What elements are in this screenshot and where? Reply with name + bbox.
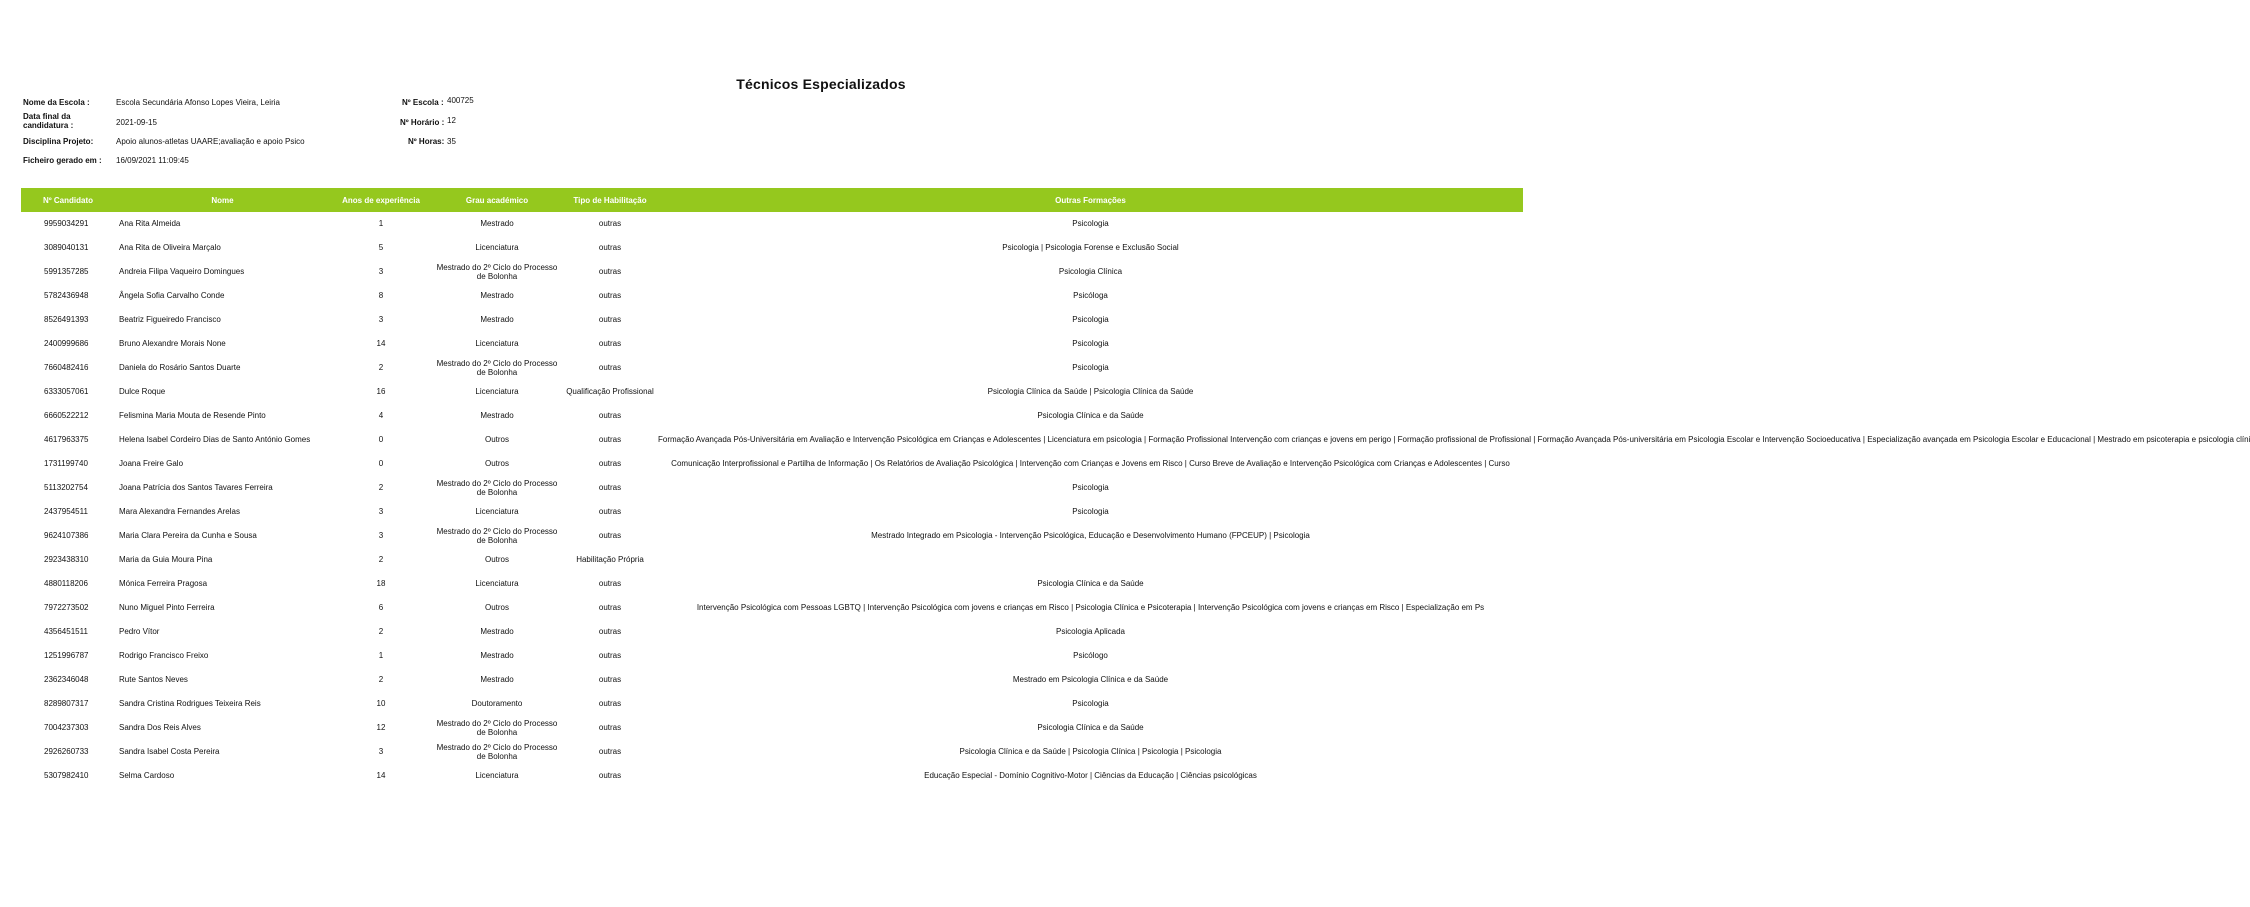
cell-nome: Andreia Filipa Vaqueiro Domingues <box>119 267 245 277</box>
cell-outras: Mestrado Integrado em Psicologia - Intervenção Psicológica, Educação e Desenvolvimento Humano (FPCEUP) | Psicologia <box>871 531 1310 541</box>
cell-num-candidato: 2400999686 <box>44 339 89 349</box>
generated-value: 16/09/2021 11:09:45 <box>116 156 189 165</box>
cell-num-candidato: 4356451511 <box>44 627 88 637</box>
school-info <box>23 98 503 168</box>
cell-anos: 1 <box>378 219 384 229</box>
cell-outras: Intervenção Psicológica com Pessoas LGBTQ | Intervenção Psicológica com jovens e crianças em Risco | Psicologia Clínica e Psicoterapia | Intervenção Psicológica com jovens e crianças em Risco | Especialização em Ps <box>696 603 1485 613</box>
cell-anos: 8 <box>378 291 384 301</box>
cell-tipo: outras <box>598 507 622 517</box>
cell-nome: Beatriz Figueiredo Francisco <box>119 315 221 325</box>
cell-num-candidato: 2362346048 <box>44 675 89 685</box>
cell-tipo: outras <box>598 243 622 253</box>
cell-anos: 14 <box>376 771 386 781</box>
cell-tipo: outras <box>598 531 622 541</box>
cell-nome: Ana Rita de Oliveira Marçalo <box>119 243 221 253</box>
cell-grau: Licenciatura <box>475 243 519 253</box>
cell-grau: Licenciatura <box>475 339 519 349</box>
cell-nome: Bruno Alexandre Morais None <box>119 339 226 349</box>
cell-outras: Educação Especial - Domínio Cognitivo-Motor | Ciências da Educação | Ciências psicológicas <box>924 771 1257 781</box>
cell-grau: Licenciatura <box>475 771 519 781</box>
cell-outras: Psicologia Clínica e da Saúde <box>1037 723 1144 733</box>
header-grau-academico: Grau académico <box>432 188 562 212</box>
cell-num-candidato: 7660482416 <box>44 363 89 373</box>
cell-nome: Ângela Sofia Carvalho Conde <box>119 291 225 301</box>
table-row <box>21 308 1523 332</box>
deadline-label: Data final da candidatura : <box>23 112 74 130</box>
cell-tipo: outras <box>598 411 622 421</box>
table-row <box>21 500 1523 524</box>
school-number-value: 400725 <box>447 96 474 105</box>
table-row <box>21 524 1523 548</box>
cell-tipo: outras <box>598 459 622 469</box>
cell-anos: 14 <box>376 339 386 349</box>
header-outras-formacoes: Outras Formações <box>658 188 1523 212</box>
header-nome: Nome <box>115 188 330 212</box>
cell-outras: Psicologia <box>1072 699 1109 709</box>
table-row <box>21 692 1523 716</box>
cell-tipo: outras <box>598 603 622 613</box>
cell-outras: Psicologia | Psicologia Forense e Exclusão Social <box>1002 243 1179 253</box>
cell-tipo: outras <box>598 435 622 445</box>
cell-anos: 3 <box>378 747 384 757</box>
cell-num-candidato: 7972273502 <box>44 603 89 613</box>
cell-grau: Outros <box>484 603 509 613</box>
cell-anos: 2 <box>378 675 384 685</box>
cell-num-candidato: 8526491393 <box>44 315 89 325</box>
cell-nome: Mónica Ferreira Pragosa <box>119 579 208 589</box>
cell-outras: Psicologia Clínica da Saúde | Psicologia Clínica da Saúde <box>987 387 1194 397</box>
cell-anos: 3 <box>378 507 384 517</box>
cell-outras: Psicologia <box>1072 363 1109 373</box>
cell-grau: Licenciatura <box>475 579 519 589</box>
table-row <box>21 284 1523 308</box>
cell-num-candidato: 3089040131 <box>44 243 89 253</box>
cell-anos: 6 <box>378 603 384 613</box>
cell-grau: Mestrado <box>480 675 514 685</box>
table-row <box>21 716 1523 740</box>
header-num-candidato: Nº Candidato <box>21 188 115 212</box>
table-row <box>21 644 1523 668</box>
cell-tipo: outras <box>598 363 622 373</box>
cell-nome: Sandra Isabel Costa Pereira <box>119 747 220 757</box>
cell-nome: Pedro Vítor <box>119 627 160 637</box>
cell-outras: Psicologia <box>1072 483 1109 493</box>
candidates-table <box>21 188 2250 788</box>
cell-grau: Mestrado <box>480 315 514 325</box>
cell-nome: Helena Isabel Cordeiro Dias de Santo António Gomes <box>119 435 311 445</box>
cell-nome: Maria Clara Pereira da Cunha e Sousa <box>119 531 257 541</box>
cell-outras: Psicologia <box>1072 219 1109 229</box>
cell-outras: Psicologia Clínica e da Saúde <box>1037 579 1144 589</box>
cell-nome: Nuno Miguel Pinto Ferreira <box>119 603 215 613</box>
cell-num-candidato: 5113202754 <box>44 483 88 493</box>
cell-grau: Mestrado do 2º Ciclo do Processo de Bolonha <box>436 742 558 761</box>
table-row <box>21 260 1523 284</box>
candidates-table-container <box>21 188 2250 788</box>
cell-grau: Outros <box>484 555 509 565</box>
cell-tipo: outras <box>598 291 622 301</box>
cell-anos: 10 <box>376 699 386 709</box>
cell-grau: Mestrado do 2º Ciclo do Processo de Bolonha <box>436 262 558 281</box>
cell-outras: Psicologia Clínica e da Saúde <box>1037 411 1144 421</box>
cell-tipo: outras <box>598 723 622 733</box>
cell-tipo: outras <box>598 699 622 709</box>
table-row <box>21 572 1523 596</box>
cell-nome: Ana Rita Almeida <box>119 219 181 229</box>
header-anos-experiencia: Anos de experiência <box>330 188 432 212</box>
cell-anos: 4 <box>378 411 384 421</box>
cell-tipo: outras <box>598 315 622 325</box>
cell-nome: Rute Santos Neves <box>119 675 188 685</box>
school-name-value: Escola Secundária Afonso Lopes Vieira, Leiria <box>116 98 280 107</box>
cell-outras: Psicologia Aplicada <box>1056 627 1125 637</box>
cell-outras: Psicologia Clínica <box>1058 267 1123 277</box>
cell-nome: Selma Cardoso <box>119 771 175 781</box>
hours-label: Nº Horas: <box>408 137 445 146</box>
cell-outras: Formação Avançada Pós-Universitária em Avaliação e Intervenção Psicológica em Crianças e Adolescentes | Licenciatura em psicologia | Formação Profissional Intervenção com crianças e jovens em perigo | Formação profissional de Profissional | Formação Avançada Pós-universitária em Psicologia Escolar e Intervenção Socioeducativa | Especialização avançada em Psicologia Escolar e Educacional | Mestrado em psicoterapia e psicologia clíni <box>658 435 2250 445</box>
cell-tipo: outras <box>598 627 622 637</box>
cell-tipo: Qualificação Profissional <box>566 387 654 397</box>
cell-tipo: outras <box>598 339 622 349</box>
cell-nome: Maria da Guia Moura Pina <box>119 555 213 565</box>
table-body <box>21 212 2250 788</box>
cell-tipo: outras <box>598 267 622 277</box>
cell-nome: Rodrigo Francisco Freixo <box>119 651 209 661</box>
cell-anos: 2 <box>378 555 384 565</box>
cell-num-candidato: 5782436948 <box>44 291 89 301</box>
school-name-label: Nome da Escola : <box>23 98 90 107</box>
cell-nome: Sandra Dos Reis Alves <box>119 723 201 733</box>
cell-grau: Mestrado do 2º Ciclo do Processo de Bolonha <box>436 718 558 737</box>
cell-grau: Mestrado do 2º Ciclo do Processo de Bolonha <box>436 478 558 497</box>
cell-anos: 2 <box>378 627 384 637</box>
table-row <box>21 332 1523 356</box>
table-row <box>21 668 1523 692</box>
cell-num-candidato: 5307982410 <box>44 771 89 781</box>
cell-anos: 0 <box>378 459 384 469</box>
cell-nome: Daniela do Rosário Santos Duarte <box>119 363 241 373</box>
cell-num-candidato: 1731199740 <box>44 459 88 469</box>
page-title: Técnicos Especializados <box>736 76 906 92</box>
cell-grau: Mestrado <box>480 627 514 637</box>
cell-anos: 0 <box>378 435 384 445</box>
cell-grau: Mestrado <box>480 651 514 661</box>
cell-nome: Joana Freire Galo <box>119 459 184 469</box>
cell-anos: 3 <box>378 531 384 541</box>
cell-anos: 2 <box>378 363 384 373</box>
table-row <box>21 620 1523 644</box>
cell-nome: Sandra Cristina Rodrigues Teixeira Reis <box>119 699 261 709</box>
cell-outras: Psicologia Clínica e da Saúde | Psicologia Clínica | Psicologia | Psicologia <box>959 747 1222 757</box>
cell-tipo: outras <box>598 483 622 493</box>
cell-num-candidato: 2437954511 <box>44 507 88 517</box>
cell-grau: Mestrado do 2º Ciclo do Processo de Bolonha <box>436 526 558 545</box>
cell-anos: 18 <box>376 579 386 589</box>
cell-tipo: outras <box>598 651 622 661</box>
cell-num-candidato: 9959034291 <box>44 219 89 229</box>
cell-grau: Licenciatura <box>475 507 519 517</box>
table-row <box>21 404 1523 428</box>
table-row <box>21 380 1523 404</box>
cell-grau: Doutoramento <box>471 699 523 709</box>
cell-outras: Mestrado em Psicologia Clínica e da Saúde <box>1012 675 1169 685</box>
table-header-row <box>21 188 1523 212</box>
cell-anos: 3 <box>378 315 384 325</box>
cell-tipo: outras <box>598 675 622 685</box>
cell-grau: Licenciatura <box>475 387 519 397</box>
cell-outras: Psicóloga <box>1073 291 1108 301</box>
cell-grau: Mestrado <box>480 219 514 229</box>
cell-grau: Mestrado <box>480 291 514 301</box>
cell-grau: Mestrado do 2º Ciclo do Processo de Bolonha <box>436 358 558 377</box>
cell-tipo: outras <box>598 747 622 757</box>
schedule-number-value: 12 <box>447 116 456 125</box>
schedule-number-label: Nº Horário : <box>400 118 445 127</box>
discipline-label: Disciplina Projeto: <box>23 137 94 146</box>
cell-num-candidato: 4880118206 <box>44 579 88 589</box>
cell-grau: Outros <box>484 435 509 445</box>
cell-num-candidato: 6333057061 <box>44 387 89 397</box>
table-row <box>21 356 1523 380</box>
table-row <box>21 764 1523 788</box>
school-number-label: Nº Escola : <box>402 98 444 107</box>
discipline-value: Apoio alunos-atletas UAARE;avaliação e apoio Psico <box>116 137 305 146</box>
cell-nome: Dulce Roque <box>119 387 166 397</box>
cell-grau: Outros <box>484 459 509 469</box>
table-row <box>21 740 1523 764</box>
table-row <box>21 476 1523 500</box>
cell-num-candidato: 6660522212 <box>44 411 89 421</box>
cell-outras: Psicologia <box>1072 315 1109 325</box>
cell-tipo: Habilitação Própria <box>576 555 644 565</box>
cell-num-candidato: 2923438310 <box>44 555 89 565</box>
cell-grau: Mestrado <box>480 411 514 421</box>
cell-anos: 1 <box>378 651 384 661</box>
cell-outras: Comunicação Interprofissional e Partilha de Informação | Os Relatórios de Avaliação Psicológica | Intervenção com Crianças e Jovens em Risco | Curso Breve de Avaliação e Intervenção Psicológica com Crianças e Adolescentes | Curso <box>671 459 1510 469</box>
table-row <box>21 428 1523 452</box>
generated-label: Ficheiro gerado em : <box>23 156 102 165</box>
table-row <box>21 236 1523 260</box>
header-tipo-habilitacao: Tipo de Habilitação <box>562 188 658 212</box>
cell-outras: Psicólogo <box>1073 651 1108 661</box>
cell-anos: 5 <box>378 243 384 253</box>
table-row <box>21 452 1523 476</box>
cell-outras: Psicologia <box>1072 339 1109 349</box>
cell-anos: 12 <box>376 723 386 733</box>
cell-nome: Mara Alexandra Fernandes Arelas <box>119 507 240 517</box>
cell-outras <box>658 548 1523 572</box>
cell-tipo: outras <box>598 579 622 589</box>
cell-num-candidato: 4617963375 <box>44 435 89 445</box>
deadline-value: 2021-09-15 <box>116 118 157 127</box>
table-row <box>21 212 1523 236</box>
cell-num-candidato: 1251996787 <box>44 651 89 661</box>
hours-value: 35 <box>447 137 456 146</box>
cell-num-candidato: 8289807317 <box>44 699 89 709</box>
table-row <box>21 548 1523 572</box>
cell-anos: 2 <box>378 483 384 493</box>
cell-anos: 3 <box>378 267 384 277</box>
cell-anos: 16 <box>376 387 386 397</box>
cell-num-candidato: 5991357285 <box>44 267 89 277</box>
cell-nome: Felismina Maria Mouta de Resende Pinto <box>119 411 266 421</box>
cell-outras: Psicologia <box>1072 507 1109 517</box>
cell-tipo: outras <box>598 771 622 781</box>
cell-nome: Joana Patrícia dos Santos Tavares Ferreira <box>119 483 273 493</box>
table-row <box>21 596 1523 620</box>
cell-num-candidato: 7004237303 <box>44 723 89 733</box>
cell-num-candidato: 9624107386 <box>44 531 89 541</box>
cell-tipo: outras <box>598 219 622 229</box>
cell-num-candidato: 2926260733 <box>44 747 89 757</box>
